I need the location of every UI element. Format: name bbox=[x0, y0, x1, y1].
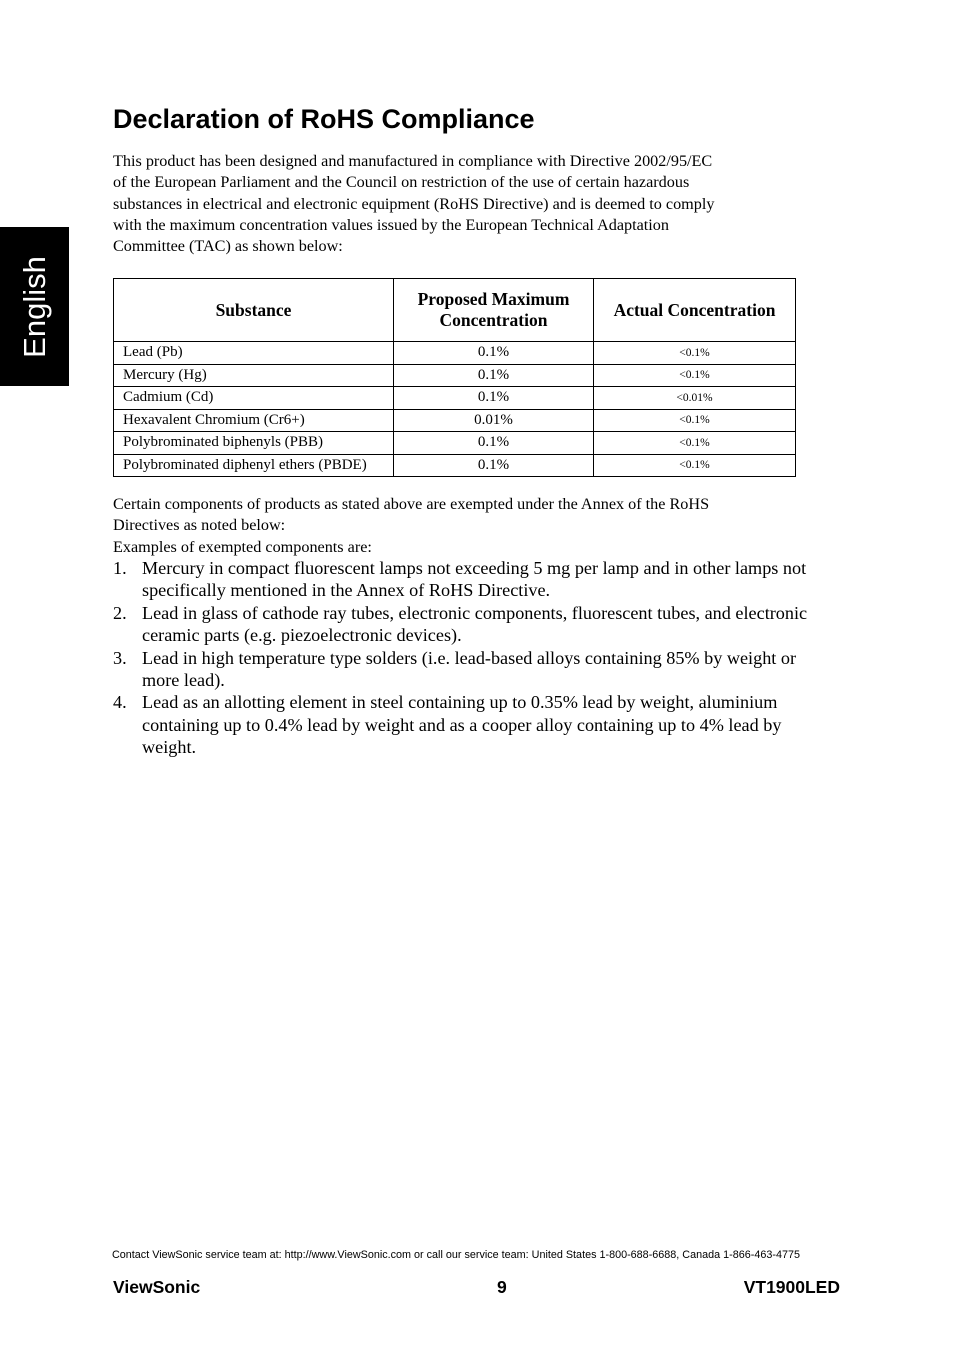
cell-proposed: 0.1% bbox=[394, 364, 594, 387]
exemption-note-line: Directives as noted below: bbox=[113, 516, 286, 535]
cell-actual: <0.1% bbox=[594, 342, 796, 365]
page-number: 9 bbox=[497, 1277, 507, 1297]
table-row bbox=[114, 387, 796, 410]
header-actual: Actual Concentration bbox=[594, 279, 796, 342]
cell-actual: <0.1% bbox=[594, 364, 796, 387]
language-tab bbox=[0, 227, 69, 386]
list-item-number: 1. bbox=[113, 558, 127, 578]
cell-substance: Lead (Pb) bbox=[114, 342, 394, 365]
header-proposed-line: Proposed Maximum bbox=[417, 289, 570, 309]
list-item-line: weight. bbox=[142, 737, 197, 758]
cell-substance: Cadmium (Cd) bbox=[114, 387, 394, 410]
list-item-line: Lead in high temperature type solders (i.e. lead-based alloys containing 85% by weight or bbox=[142, 647, 797, 668]
header-proposed-line: Concentration bbox=[439, 310, 548, 330]
intro-line: substances in electrical and electronic equipment (RoHS Directive) and is deemed to comply bbox=[113, 194, 715, 213]
list-item-line: containing up to 0.4% lead by weight and as a cooper alloy containing up to 4% lead by bbox=[142, 714, 782, 735]
intro-line: Committee (TAC) as shown below: bbox=[113, 237, 343, 256]
table-row bbox=[114, 409, 796, 432]
contact-info: Contact ViewSonic service team at: http://www.ViewSonic.com or call our service team: United States 1-800-688-6688, Canada 1-866-463-4775 bbox=[112, 1249, 800, 1261]
exemption-note-line: Examples of exempted components are: bbox=[113, 537, 372, 556]
table-row bbox=[114, 432, 796, 455]
rohs-table bbox=[113, 278, 796, 477]
exemption-note-line: Certain components of products as stated above are exempted under the Annex of the RoHS bbox=[113, 495, 710, 513]
cell-proposed: 0.1% bbox=[394, 342, 594, 365]
list-item-line: ceramic parts (e.g. piezoelectronic devices). bbox=[142, 625, 462, 646]
cell-substance: Polybrominated biphenyls (PBB) bbox=[114, 432, 394, 455]
cell-proposed: 0.1% bbox=[394, 432, 594, 455]
intro-line: of the European Parliament and the Council on restriction of the use of certain hazardous bbox=[113, 173, 690, 192]
header-substance: Substance bbox=[114, 279, 394, 342]
cell-proposed: 0.1% bbox=[394, 387, 594, 410]
table-row bbox=[114, 454, 796, 477]
table-row bbox=[114, 364, 796, 387]
table-row bbox=[114, 342, 796, 365]
exemption-note bbox=[113, 494, 803, 558]
cell-actual: <0.1% bbox=[594, 409, 796, 432]
footer-model: VT1900LED bbox=[743, 1277, 840, 1297]
cell-actual: <0.1% bbox=[594, 454, 796, 477]
list-item bbox=[113, 557, 843, 602]
list-item-line: specifically mentioned in the Annex of RoHS Directive. bbox=[142, 580, 551, 601]
list-item-line: more lead). bbox=[142, 670, 225, 691]
cell-substance: Mercury (Hg) bbox=[114, 364, 394, 387]
intro-line: This product has been designed and manufactured in compliance with Directive 2002/95/EC bbox=[113, 152, 713, 170]
list-item-line: Lead in glass of cathode ray tubes, electronic components, fluorescent tubes, and electronic bbox=[142, 602, 808, 623]
list-item bbox=[113, 691, 843, 758]
cell-actual: <0.1% bbox=[594, 432, 796, 455]
list-item bbox=[113, 647, 843, 692]
cell-proposed: 0.1% bbox=[394, 454, 594, 477]
cell-substance: Polybrominated diphenyl ethers (PBDE) bbox=[114, 454, 394, 477]
header-proposed-max bbox=[394, 279, 594, 342]
list-item-line: Mercury in compact fluorescent lamps not exceeding 5 mg per lamp and in other lamps not bbox=[142, 558, 807, 578]
exemption-list bbox=[113, 557, 843, 759]
list-item-number: 2. bbox=[113, 602, 127, 623]
list-item-line: Lead as an allotting element in steel containing up to 0.35% lead by weight, aluminium bbox=[142, 692, 778, 713]
table-header-row bbox=[114, 279, 796, 342]
footer-brand: ViewSonic bbox=[113, 1277, 201, 1297]
page-title: Declaration of RoHS Compliance bbox=[113, 104, 535, 134]
cell-actual: <0.01% bbox=[594, 387, 796, 410]
intro-line: with the maximum concentration values issued by the European Technical Adaptation bbox=[113, 215, 669, 234]
intro-paragraph bbox=[113, 151, 783, 257]
language-tab-label: English bbox=[16, 255, 52, 358]
cell-proposed: 0.01% bbox=[394, 409, 594, 432]
list-item bbox=[113, 602, 843, 647]
cell-substance: Hexavalent Chromium (Cr6+) bbox=[114, 409, 394, 432]
list-item-number: 4. bbox=[113, 692, 127, 713]
list-item-number: 3. bbox=[113, 647, 127, 668]
